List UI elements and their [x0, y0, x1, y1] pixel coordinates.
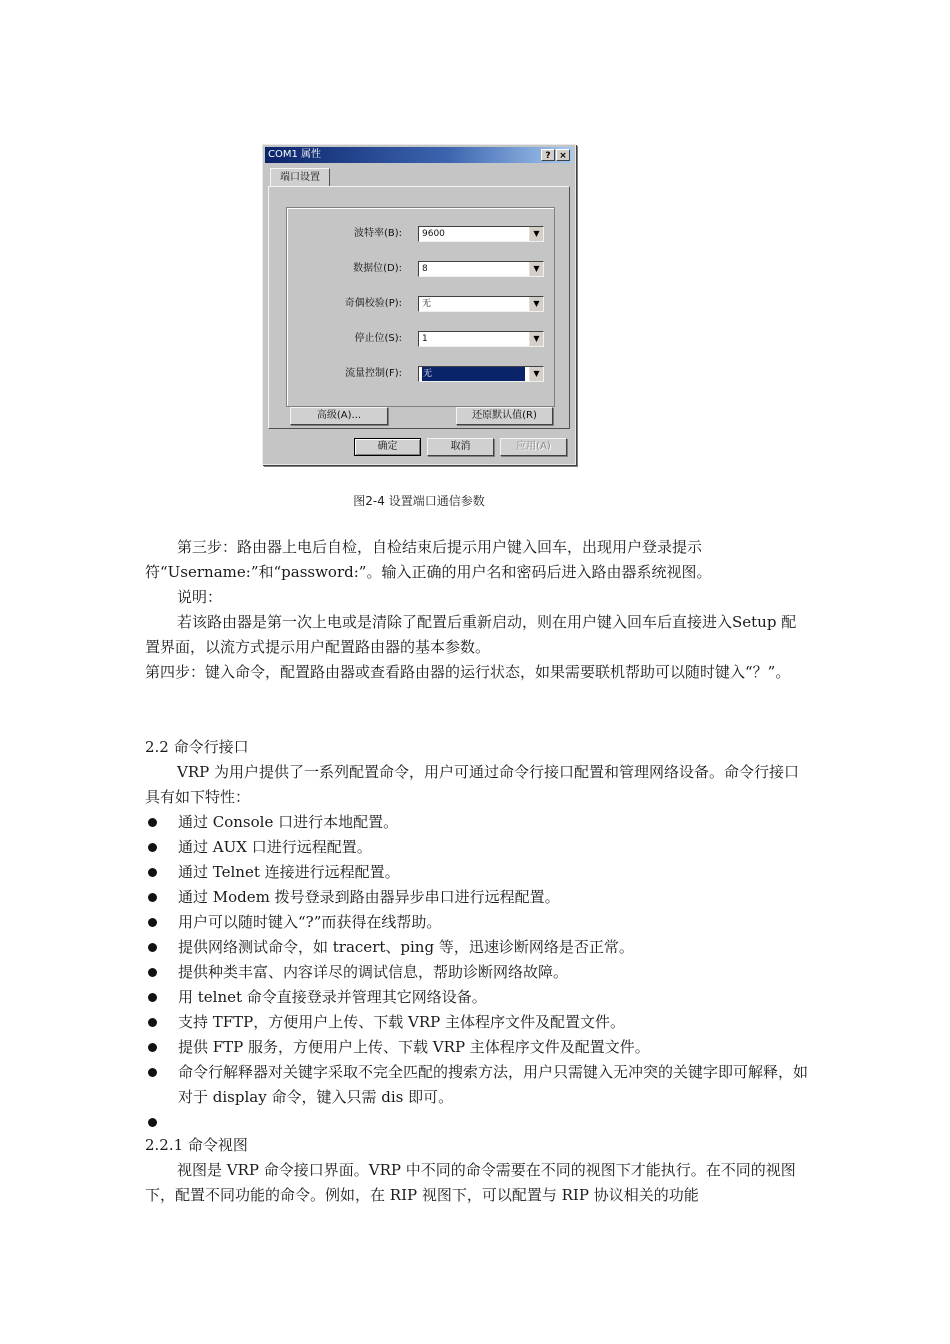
- data-bits-select[interactable]: [418, 261, 544, 277]
- chevron-down-icon[interactable]: ▼: [529, 367, 543, 381]
- tab-port-settings[interactable]: 端口设置: [270, 168, 330, 187]
- list-item-text: 提供网络测试命令，如 tracert、ping 等，迅速诊断网络是否正常。: [178, 938, 634, 956]
- advanced-button[interactable]: 高级(A)...: [290, 407, 388, 425]
- note-label: 说明：: [177, 588, 223, 606]
- parity-value: 无: [422, 299, 432, 309]
- figure-caption: 图2-4 设置端口通信参数: [353, 494, 485, 508]
- parity-label: 奇偶校验(P):: [344, 298, 402, 309]
- section-heading-2-2: 2.2 命令行接口: [145, 738, 249, 756]
- step-four-paragraph: 第四步：键入命令，配置路由器或查看路由器的运行状态，如果需要联机帮助可以随时键入“？”。: [145, 663, 791, 681]
- bullet-icon: [148, 943, 157, 952]
- flow-control-value: 无: [422, 367, 525, 381]
- parity-select[interactable]: [418, 296, 544, 312]
- dialog-titlebar: [265, 147, 573, 163]
- list-item-text: 通过 Telnet 连接进行远程配置。: [178, 863, 400, 881]
- bullet-icon: [148, 868, 157, 877]
- list-item-text: 提供 FTP 服务，方便用户上传、下载 VRP 主体程序文件及配置文件。: [178, 1038, 650, 1056]
- list-item-text: 提供种类丰富、内容详尽的调试信息，帮助诊断网络故障。: [178, 963, 569, 981]
- bullet-icon: [148, 968, 157, 977]
- cli-intro-paragraph: VRP 为用户提供了一系列配置命令，用户可通过命令行接口配置和管理网络设备。命令行接口具有如下特性：: [145, 763, 799, 806]
- bullet-icon: [148, 1043, 157, 1052]
- ok-button[interactable]: 确定: [354, 438, 421, 456]
- data-bits-label: 数据位(D):: [353, 263, 402, 274]
- list-item-text: 命令行解释器对关键字采取不完全匹配的搜索方法，用户只需键入无冲突的关键字即可解释，如对于 display 命令，键入只需 dis 即可。: [178, 1063, 809, 1106]
- list-item-text: 用户可以随时键入“?”而获得在线帮助。: [178, 913, 442, 931]
- apply-button[interactable]: 应用(A): [500, 438, 567, 456]
- bullet-icon: [148, 893, 157, 902]
- data-bits-value: 8: [422, 264, 428, 274]
- list-item-text: 通过 AUX 口进行远程配置。: [178, 838, 372, 856]
- bullet-icon: [148, 1118, 157, 1127]
- chevron-down-icon[interactable]: ▼: [529, 227, 543, 241]
- step-three-paragraph: 第三步：路由器上电后自检，自检结束后提示用户键入回车，出现用户登录提示符“Username:”和“password:”。输入正确的用户名和密码后进入路由器系统视图。: [145, 538, 712, 581]
- help-icon[interactable]: ?: [541, 149, 555, 161]
- list-item-text: 支持 TFTP，方便用户上传、下载 VRP 主体程序文件及配置文件。: [178, 1013, 626, 1031]
- restore-defaults-button[interactable]: 还原默认值(R): [456, 407, 553, 425]
- bullet-icon: [148, 918, 157, 927]
- list-item-text: 用 telnet 命令直接登录并管理其它网络设备。: [178, 988, 487, 1006]
- bullet-icon: [148, 1068, 157, 1077]
- baud-rate-label: 波特率(B):: [353, 228, 402, 239]
- bullet-icon: [148, 843, 157, 852]
- flow-control-select[interactable]: [418, 366, 544, 382]
- bullet-icon: [148, 818, 157, 827]
- stop-bits-select[interactable]: [418, 331, 544, 347]
- close-icon[interactable]: ×: [556, 149, 570, 161]
- list-item-text: 通过 Console 口进行本地配置。: [178, 813, 399, 831]
- bullet-icon: [148, 993, 157, 1002]
- stop-bits-value: 1: [422, 334, 428, 344]
- note-paragraph: 若该路由器是第一次上电或是清除了配置后重新启动，则在用户键入回车后直接进入Setup 配置界面，以流方式提示用户配置路由器的基本参数。: [145, 613, 797, 656]
- com1-properties-dialog: [262, 144, 576, 465]
- dialog-title: COM1 属性: [268, 149, 322, 160]
- chevron-down-icon[interactable]: ▼: [529, 262, 543, 276]
- chevron-down-icon[interactable]: ▼: [529, 297, 543, 311]
- stop-bits-label: 停止位(S):: [354, 333, 402, 344]
- baud-rate-value: 9600: [422, 229, 445, 239]
- list-item-text: 通过 Modem 拨号登录到路由器异步串口进行远程配置。: [178, 888, 560, 906]
- chevron-down-icon[interactable]: ▼: [529, 332, 543, 346]
- section-heading-2-2-1: 2.2.1 命令视图: [145, 1136, 248, 1154]
- bullet-icon: [148, 1018, 157, 1027]
- baud-rate-select[interactable]: [418, 226, 544, 242]
- command-view-paragraph: 视图是 VRP 命令接口界面。VRP 中不同的命令需要在不同的视图下才能执行。在不同的视图下，配置不同功能的命令。例如，在 RIP 视图下，可以配置与 RIP 协议相关的功能: [145, 1161, 796, 1204]
- cancel-button[interactable]: 取消: [427, 438, 494, 456]
- flow-control-label: 流量控制(F):: [345, 368, 402, 379]
